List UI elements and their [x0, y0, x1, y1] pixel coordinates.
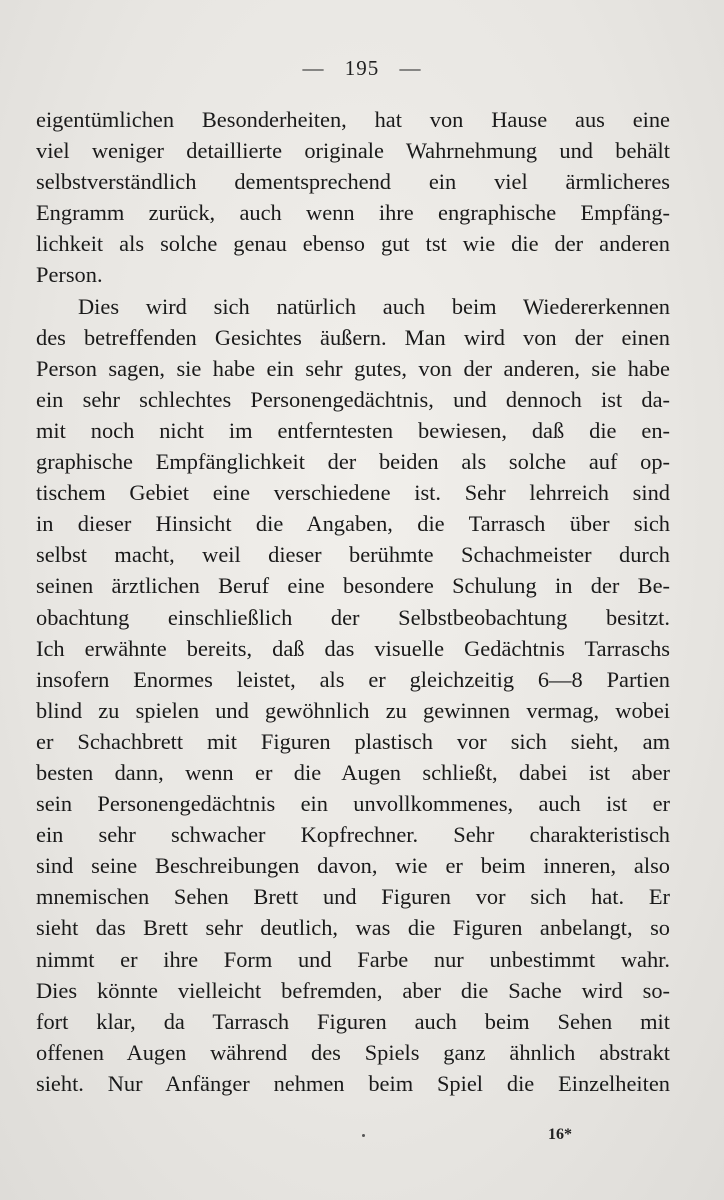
text-line: ein sehr schwacher Kopfrechner. Sehr charakteristisch	[36, 822, 670, 848]
text-line: Ich erwähnte bereits, daß das visuelle Gedächtnis Tarraschs	[36, 635, 670, 661]
text-line: offenen Augen während des Spiels ganz ähnlich abstrakt	[36, 1039, 670, 1065]
text-line: er Schachbrett mit Figuren plastisch vor sich sieht, am	[36, 728, 670, 754]
text-line: insofern Enormes leistet, als er gleichzeitig 6—8 Partien	[36, 666, 670, 692]
text-line: ein sehr schlechtes Personengedächtnis, und dennoch ist da-	[36, 386, 670, 412]
text-line: Person sagen, sie habe ein sehr gutes, von der anderen, sie habe	[36, 355, 670, 381]
text-line: selbst macht, weil dieser berühmte Schachmeister durch	[36, 542, 670, 568]
paragraph-start-line: Dies wird sich natürlich auch beim Wiedererkennen	[78, 293, 670, 319]
text-line: besten dann, wenn er die Augen schließt, dabei ist aber	[36, 759, 670, 785]
text-line: nimmt er ihre Form und Farbe nur unbestimmt wahr.	[36, 946, 670, 972]
body-text	[36, 104, 670, 1099]
text-line: Person.	[36, 262, 103, 288]
text-line: selbstverständlich dementsprechend ein viel ärmlicheres	[36, 169, 670, 195]
header-dash-left: —	[302, 56, 325, 80]
text-line: Dies könnte vielleicht befremden, aber die Sache wird so-	[36, 977, 670, 1003]
text-line: sieht das Brett sehr deutlich, was die Figuren anbelangt, so	[36, 915, 670, 941]
text-line: tischem Gebiet eine verschiedene ist. Sehr lehrreich sind	[36, 480, 670, 506]
text-line: Engramm zurück, auch wenn ihre engraphische Empfäng-	[36, 200, 670, 226]
text-line: blind zu spielen und gewöhnlich zu gewinnen vermag, wobei	[36, 697, 670, 723]
text-line: sieht. Nur Anfänger nehmen beim Spiel die Einzelheiten	[36, 1070, 670, 1096]
text-line: graphische Empfänglichkeit der beiden als solche auf op-	[36, 449, 670, 475]
text-line: sein Personengedächtnis ein unvollkommenes, auch ist er	[36, 791, 670, 817]
text-line: lichkeit als solche genau ebenso gut tst wie die der anderen	[36, 231, 670, 257]
page-header	[0, 56, 724, 81]
text-line: fort klar, da Tarrasch Figuren auch beim Sehen mit	[36, 1008, 670, 1034]
header-dash-right: —	[399, 56, 422, 80]
signature-mark: 16*	[548, 1126, 572, 1143]
text-line: in dieser Hinsicht die Angaben, die Tarrasch über sich	[36, 511, 670, 537]
text-line: des betreffenden Gesichtes äußern. Man wird von der einen	[36, 324, 670, 350]
text-line: obachtung einschließlich der Selbstbeobachtung besitzt.	[36, 604, 670, 630]
text-line: mit noch nicht im entferntesten bewiesen, daß die en-	[36, 417, 670, 443]
text-line: viel weniger detaillierte originale Wahrnehmung und behält	[36, 138, 670, 164]
page-number: 195	[344, 56, 380, 80]
text-line: eigentümlichen Besonderheiten, hat von Hause aus eine	[36, 107, 670, 132]
text-line: seinen ärztlichen Beruf eine besondere Schulung in der Be-	[36, 573, 670, 599]
print-dot-mark	[362, 1134, 365, 1137]
text-line: sind seine Beschreibungen davon, wie er beim inneren, also	[36, 853, 670, 879]
text-line: mnemischen Sehen Brett und Figuren vor sich hat. Er	[36, 884, 670, 910]
